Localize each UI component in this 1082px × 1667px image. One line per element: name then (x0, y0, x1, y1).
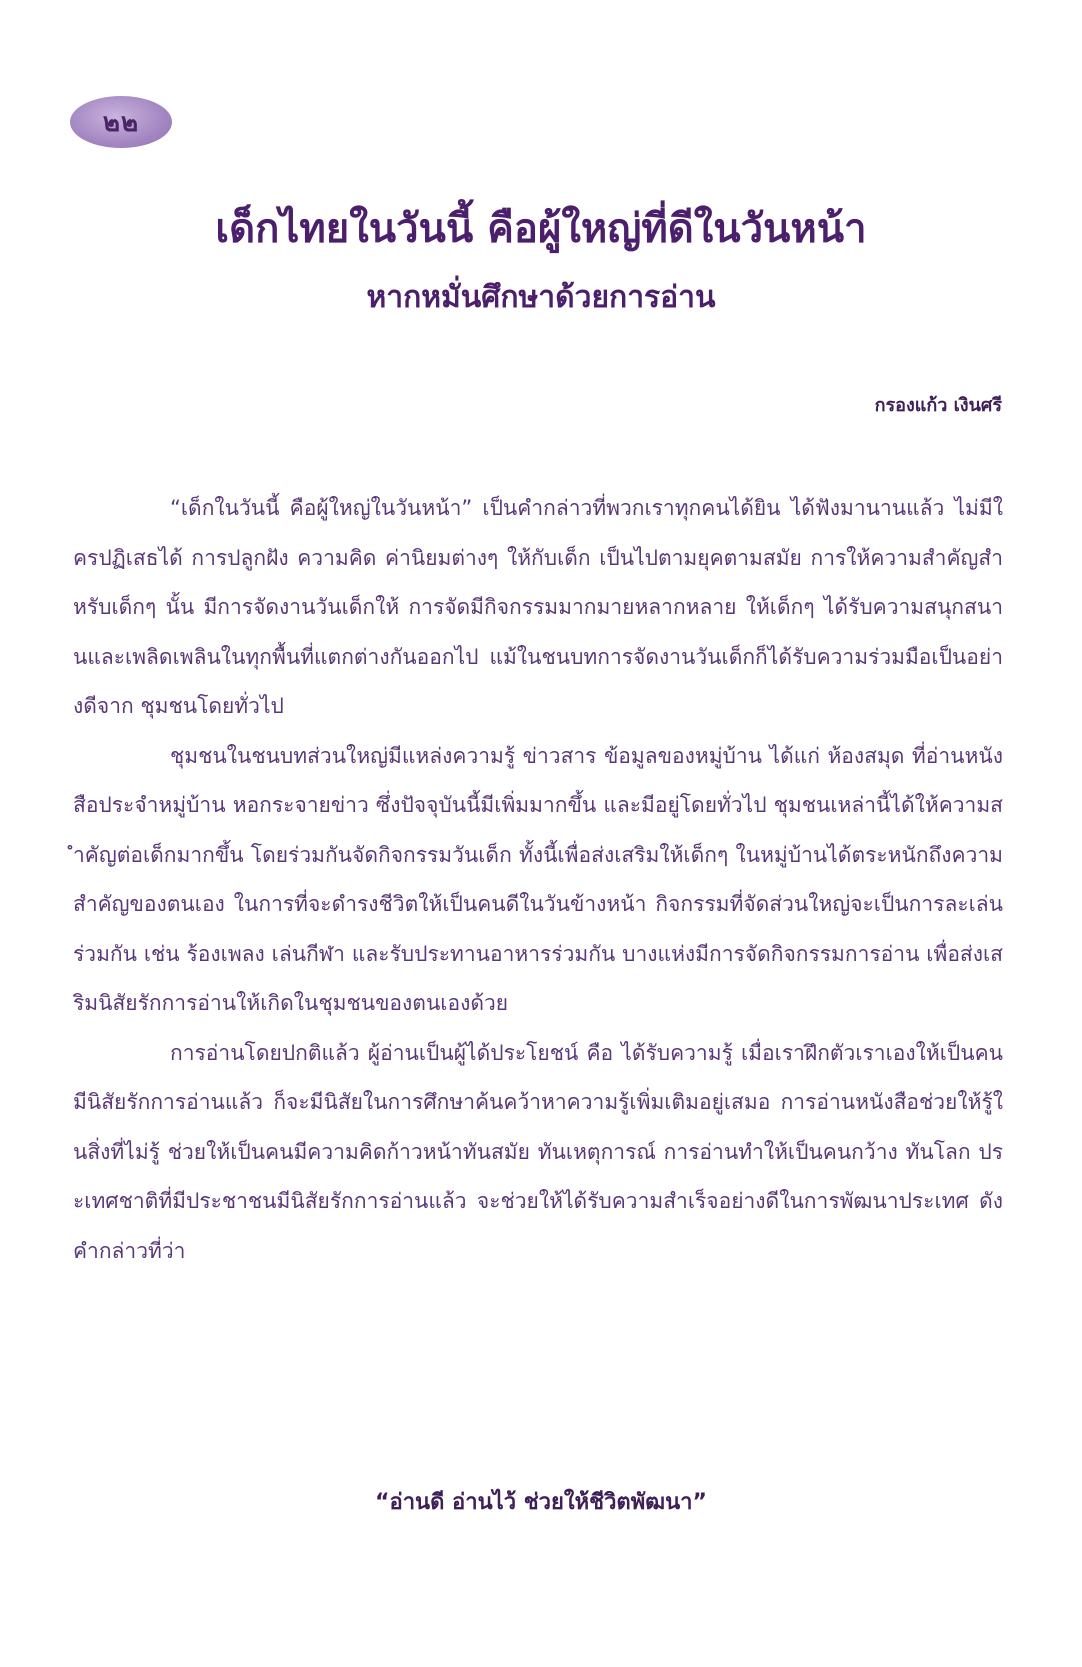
page-number: ๒๒ (102, 107, 140, 138)
paragraph-3: การอ่านโดยปกติแล้ว ผู้อ่านเป็นผู้ได้ประโยชน์ คือ ได้รับความรู้ เมื่อเราฝึกตัวเราเองให้เป็นคนมีนิสัยรักการอ่านแล้ว ก็จะมีนิสัยในการศึกษาค้นคว้าหาความรู้เพิ่มเติมอยู่เสมอ การอ่านหนังสือช่วยให้รู้ในสิ่งที่ไม่รู้ ช่วยให้เป็นคนมีความคิดก้าวหน้าทันสมัย ทันเหตุการณ์ การอ่านทำให้เป็นคนกว้าง ทันโลก ประเทศชาติที่มีประชาชนมีนิสัยรักการอ่านแล้ว จะช่วยให้ได้รับความสำเร็จอย่างดีในการพัฒนาประเทศ ดังคำกล่าวที่ว่า (73, 1040, 1003, 1263)
author-name: กรองแก้ว เงินศรี (874, 395, 1002, 416)
page-number-badge (70, 96, 172, 148)
paragraph-1: “เด็กในวันนี้ คือผู้ใหญ่ในวันหน้า” เป็นคำกล่าวที่พวกเราทุกคนได้ยิน ได้ฟังมานานแล้ว ไม่มีใครปฏิเสธได้ การปลูกฝัง ความคิด ค่านิยมต่างๆ ให้กับเด็ก เป็นไปตามยุคตามสมัย การให้ความสำคัญสำหรับเด็กๆ นั้น มีการจัดงานวันเด็กให้ การจัดมีกิจกรรมมากมายหลากหลาย ให้เด็กๆ ได้รับความสนุกสนานและเพลิดเพลินในทุกพื้นที่แตกต่างกันออกไป แม้ในชนบทการจัดงานวันเด็กก็ได้รับความร่วมมือเป็นอย่างดีจาก ชุมชนโดยทั่วไป (73, 496, 1003, 718)
closing-quote: “อ่านดี อ่านไว้ ช่วยให้ชีวิตพัฒนา” (375, 1490, 707, 1515)
paragraph-2: ชุมชนในชนบทส่วนใหญ่มีแหล่งความรู้ ข่าวสาร ข้อมูลของหมู่บ้าน ได้แก่ ห้องสมุด ที่อ่านหนังสือประจำหมู่บ้าน หอกระจายข่าว ซึ่งปัจจุบันนี้มีเพิ่มมากขึ้น และมีอยู่โดยทั่วไป ชุมชนเหล่านี้ได้ให้ความสำคัญต่อเด็กมากขึ้น โดยร่วมกันจัดกิจกรรมวันเด็ก ทั้งนี้เพื่อส่งเสริมให้เด็กๆ ในหมู่บ้านได้ตระหนักถึงความสำคัญของตนเอง ในการที่จะดำรงชีวิตให้เป็นคนดีในวันข้างหน้า กิจกรรมที่จัดส่วนใหญ่จะเป็นการละเล่นร่วมกัน เช่น ร้องเพลง เล่นกีฬา และรับประทานอาหารร่วมกัน บางแห่งมีการจัดกิจกรรมการอ่าน เพื่อส่งเสริมนิสัยรักการอ่านให้เกิดในชุมชนของตนเองด้วย (73, 743, 1003, 1015)
article-subtitle: หากหมั่นศึกษาด้วยการอ่าน (366, 280, 716, 315)
article-body (73, 484, 1003, 1276)
article-title: เด็กไทยในวันนี้ คือผู้ใหญ่ที่ดีในวันหน้า (215, 206, 867, 252)
